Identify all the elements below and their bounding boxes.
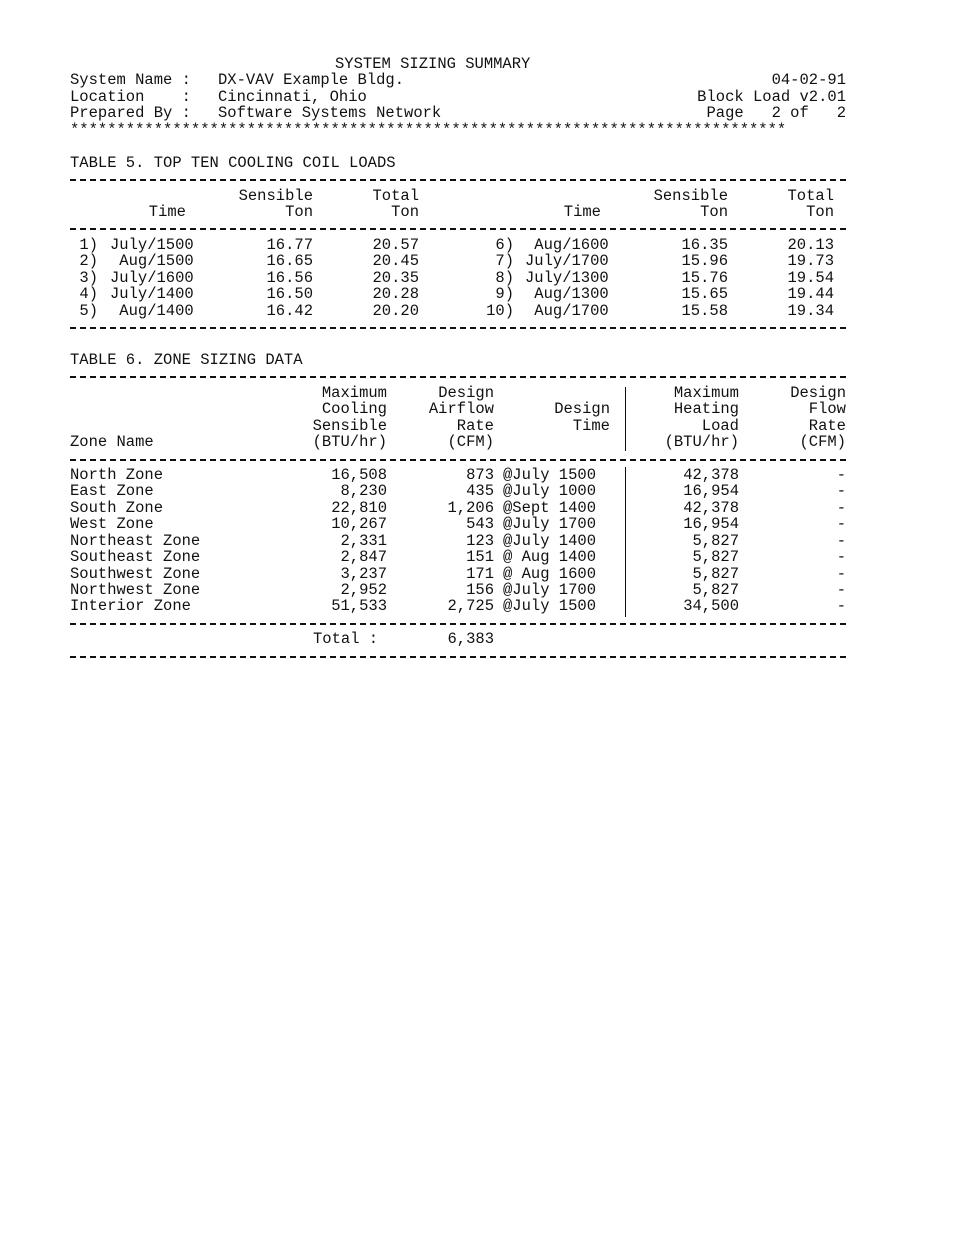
table6-title: TABLE 6. ZONE SIZING DATA — [70, 350, 303, 369]
prepared-by-label: Prepared By : — [70, 104, 191, 123]
table5-row — [70, 286, 846, 302]
t6-heating-header: Maximum — [673, 383, 739, 402]
spacer — [70, 138, 846, 154]
report-header-title-line — [70, 56, 846, 72]
t5-sensible: 15.96 — [681, 252, 728, 271]
t6-flow: - — [836, 548, 846, 567]
t6-airflow: 435 — [466, 482, 494, 501]
table5-top-rule — [70, 171, 846, 187]
table6-top-rule — [70, 368, 846, 384]
t6-heating: 5,827 — [692, 581, 739, 599]
t5-time: Aug/1700 — [525, 301, 609, 320]
table6-header-row-3 — [70, 418, 846, 434]
report-title: SYSTEM SIZING SUMMARY — [335, 55, 531, 73]
t5-rank: 7) — [495, 252, 514, 271]
t6-total-value: 6,383 — [447, 630, 494, 649]
t5-rank: 9) — [495, 285, 514, 304]
table6-total-row — [70, 631, 846, 647]
t6-flow: - — [836, 564, 846, 583]
table5-title-line — [70, 155, 846, 171]
t6-cooling: 22,810 — [331, 498, 387, 517]
t5-time: July/1400 — [110, 285, 194, 304]
table6-body-rule — [70, 615, 846, 631]
table6-header-row-2 — [70, 401, 846, 417]
t6-time: @ Aug 1400 — [503, 548, 597, 567]
t6-cooling-header: (BTU/hr) — [312, 433, 387, 452]
table6-header-row-1 — [70, 385, 846, 401]
t6-heating-header: Load — [701, 416, 739, 435]
t5-sensible: 16.56 — [266, 268, 313, 287]
t6-heating: 5,827 — [692, 548, 739, 567]
table5-header-rule — [70, 220, 846, 236]
t5-time: July/1700 — [525, 252, 609, 271]
t6-flow-header: Flow — [808, 400, 846, 419]
t5-left-ton2-header: Ton — [391, 202, 419, 221]
t6-heating: 42,378 — [683, 498, 739, 517]
t6-cooling: 2,952 — [340, 581, 387, 599]
location-label: Location : — [70, 87, 191, 106]
t6-time: @July 1500 — [503, 597, 597, 616]
table-row — [70, 500, 846, 516]
t6-cooling: 2,331 — [340, 531, 387, 550]
t6-time: @Sept 1400 — [503, 498, 597, 517]
t6-time: @July 1000 — [503, 482, 597, 501]
t5-right-sensible-header: Sensible — [653, 186, 728, 205]
t5-time: July/1300 — [525, 268, 609, 287]
table5-row — [70, 303, 846, 319]
table5-row — [70, 253, 846, 269]
t6-cooling-header: Cooling — [321, 400, 387, 419]
table5-row — [70, 270, 846, 286]
t5-right-ton-header: Ton — [700, 202, 728, 221]
table-row — [70, 516, 846, 532]
t6-airflow: 543 — [466, 515, 494, 534]
t6-airflow: 123 — [466, 531, 494, 550]
page-number: Page 2 of 2 — [706, 104, 846, 123]
t6-airflow-header: Design — [438, 383, 494, 402]
t5-time: Aug/1300 — [525, 285, 609, 304]
t5-total: 19.44 — [787, 285, 834, 304]
table-row — [70, 598, 846, 614]
table6-header-row-4 — [70, 434, 846, 450]
t5-rank: 8) — [495, 268, 514, 287]
t5-total: 19.54 — [787, 268, 834, 287]
t6-airflow: 156 — [466, 581, 494, 599]
t6-airflow: 1,206 — [447, 498, 494, 517]
t6-airflow: 2,725 — [447, 597, 494, 616]
t5-left-ton-header: Ton — [285, 202, 313, 221]
table6-header-rule — [70, 451, 846, 467]
t5-total: 20.28 — [372, 285, 419, 304]
t6-flow-header: (CFM) — [799, 433, 846, 452]
table-row — [70, 566, 846, 582]
location-value: Cincinnati, Ohio — [218, 87, 367, 106]
t6-cooling: 2,847 — [340, 548, 387, 567]
location-line — [70, 89, 846, 105]
t6-flow: - — [836, 597, 846, 616]
t6-time: @July 1400 — [503, 531, 597, 550]
t6-flow: - — [836, 498, 846, 517]
t6-cooling-header: Sensible — [312, 416, 387, 435]
table-row — [70, 467, 846, 483]
t6-zone: South Zone — [70, 498, 164, 517]
t5-rank: 5) — [79, 301, 98, 320]
t5-rank: 4) — [79, 285, 98, 304]
t5-time: Aug/1400 — [110, 301, 194, 320]
t6-zone: Interior Zone — [70, 597, 191, 616]
t5-total: 20.20 — [372, 301, 419, 320]
t6-airflow-header: (CFM) — [447, 433, 494, 452]
t6-airflow: 171 — [466, 564, 494, 583]
t5-rank: 10) — [486, 301, 514, 320]
t5-total: 19.73 — [787, 252, 834, 271]
prepared-by-line — [70, 105, 846, 121]
t5-total: 19.34 — [787, 301, 834, 320]
t6-airflow-header: Rate — [456, 416, 494, 435]
t6-zone: Northeast Zone — [70, 531, 201, 550]
t6-flow-header: Design — [790, 383, 846, 402]
table6-header-block — [70, 385, 846, 451]
t6-heating: 16,954 — [683, 482, 739, 501]
t6-zone: East Zone — [70, 482, 154, 501]
t6-total-label: Total : — [313, 630, 379, 649]
t6-time-header: Design — [554, 400, 610, 419]
t6-cooling: 16,508 — [331, 465, 387, 484]
t6-zone-name-header: Zone Name — [70, 433, 154, 452]
t6-time: @July 1700 — [503, 515, 597, 534]
t6-flow: - — [836, 581, 846, 599]
spacer — [70, 335, 846, 351]
t6-zone: North Zone — [70, 465, 164, 484]
table-row — [70, 533, 846, 549]
table5-header-row-1 — [70, 188, 846, 204]
system-name-value: DX-VAV Example Bldg. — [218, 71, 405, 90]
table6-body — [70, 467, 846, 615]
t6-heating-header: Heating — [673, 400, 739, 419]
table5-header-row-2 — [70, 204, 846, 220]
t6-time-header: Time — [572, 416, 610, 435]
table-row — [70, 582, 846, 598]
t5-sensible: 15.65 — [681, 285, 728, 304]
table5-title: TABLE 5. TOP TEN COOLING COIL LOADS — [70, 153, 396, 172]
t5-sensible: 16.50 — [266, 285, 313, 304]
report-date: 04-02-91 — [771, 71, 846, 90]
t6-cooling: 10,267 — [331, 515, 387, 534]
t6-airflow: 151 — [466, 548, 494, 567]
t5-time: Aug/1500 — [110, 252, 194, 271]
t6-flow: - — [836, 482, 846, 501]
table-row — [70, 549, 846, 565]
t6-zone: Southwest Zone — [70, 564, 201, 583]
system-name-line — [70, 72, 846, 88]
t6-zone: Northwest Zone — [70, 581, 201, 599]
table5-row — [70, 237, 846, 253]
t5-right-time-header: Time — [563, 202, 601, 221]
t5-rank: 1) — [79, 235, 98, 254]
t6-flow-header: Rate — [808, 416, 846, 435]
t6-airflow-header: Airflow — [428, 400, 494, 419]
table6-bottom-rule — [70, 648, 846, 664]
t6-cooling: 51,533 — [331, 597, 387, 616]
t5-sensible: 15.76 — [681, 268, 728, 287]
report-page — [70, 56, 846, 664]
t6-heating: 5,827 — [692, 531, 739, 550]
t5-rank: 2) — [79, 252, 98, 271]
t5-total: 20.57 — [372, 235, 419, 254]
table5-bottom-rule — [70, 319, 846, 335]
t6-cooling: 8,230 — [340, 482, 387, 501]
t5-left-sensible-header: Sensible — [238, 186, 313, 205]
program-version: Block Load v2.01 — [697, 87, 846, 106]
t6-flow: - — [836, 531, 846, 550]
t5-total: 20.35 — [372, 268, 419, 287]
t5-right-ton2-header: Ton — [806, 202, 834, 221]
t6-zone: Southeast Zone — [70, 548, 201, 567]
t5-sensible: 16.42 — [266, 301, 313, 320]
t6-cooling-header: Maximum — [321, 383, 387, 402]
t6-time: @July 1700 — [503, 581, 597, 599]
t5-left-total-header: Total — [372, 186, 419, 205]
t6-heating: 16,954 — [683, 515, 739, 534]
t6-heating: 42,378 — [683, 465, 739, 484]
t5-time: July/1500 — [110, 235, 194, 254]
t5-sensible: 16.35 — [681, 235, 728, 254]
table-row — [70, 483, 846, 499]
t5-rank: 3) — [79, 268, 98, 287]
t6-heating: 34,500 — [683, 597, 739, 616]
t6-time: @ Aug 1600 — [503, 564, 597, 583]
t5-left-time-header: Time — [148, 202, 186, 221]
t6-airflow: 873 — [466, 465, 494, 484]
t5-sensible: 16.77 — [266, 235, 313, 254]
star-divider: ***************************************************************************** — [70, 121, 787, 139]
t6-heating: 5,827 — [692, 564, 739, 583]
t5-right-total-header: Total — [787, 186, 834, 205]
t6-flow: - — [836, 515, 846, 534]
t5-sensible: 15.58 — [681, 301, 728, 320]
system-name-label: System Name : — [70, 71, 191, 90]
t6-zone: West Zone — [70, 515, 154, 534]
table6-title-line — [70, 352, 846, 368]
t6-flow: - — [836, 465, 846, 484]
prepared-by-value: Software Systems Network — [218, 104, 442, 123]
t5-time: Aug/1600 — [525, 235, 609, 254]
t6-cooling: 3,237 — [340, 564, 387, 583]
t5-rank: 6) — [495, 235, 514, 254]
t5-total: 20.13 — [787, 235, 834, 254]
t6-time: @July 1500 — [503, 465, 597, 484]
t5-sensible: 16.65 — [266, 252, 313, 271]
t5-time: July/1600 — [110, 268, 194, 287]
t6-heating-header: (BTU/hr) — [664, 433, 739, 452]
t5-total: 20.45 — [372, 252, 419, 271]
